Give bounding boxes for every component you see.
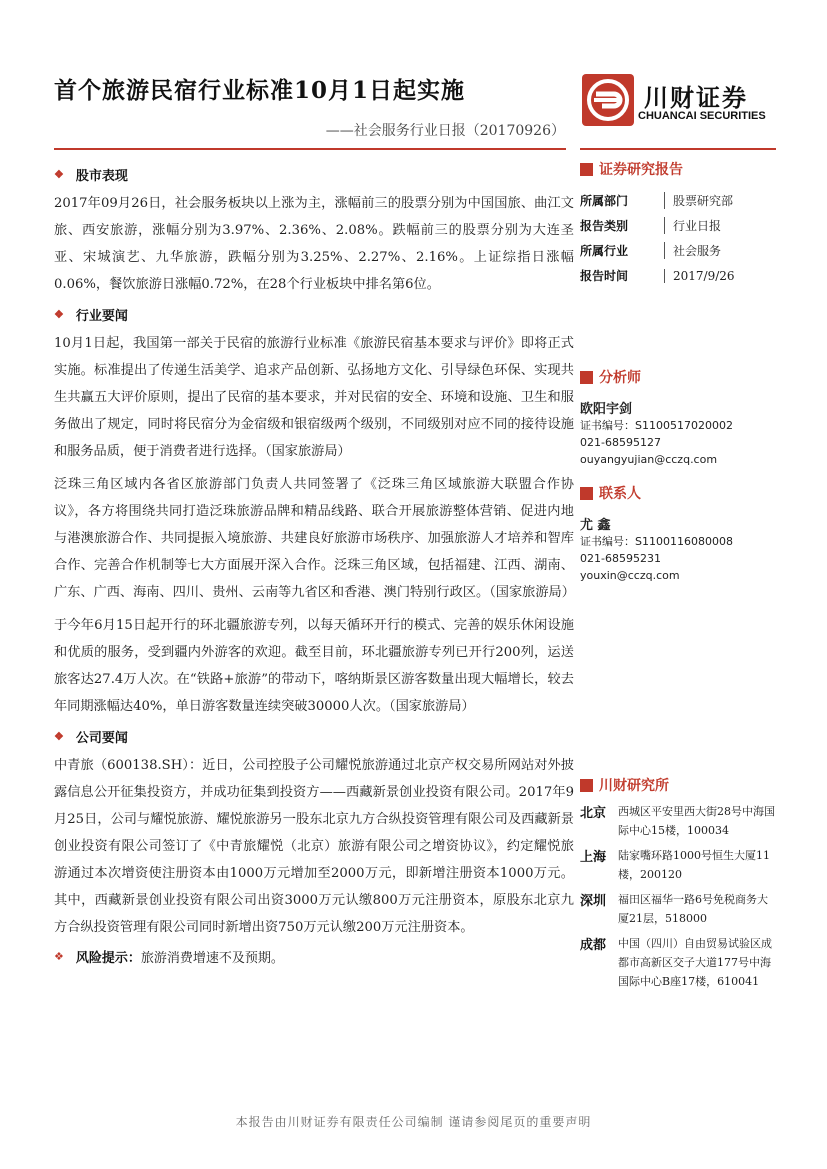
office-city: 成都 bbox=[580, 938, 607, 953]
meta-key: 所属部门 bbox=[580, 194, 629, 208]
analyst-heading-text: 分析师 bbox=[599, 370, 641, 386]
industry-section-heading bbox=[54, 304, 574, 324]
office-city: 上海 bbox=[580, 850, 607, 865]
contact-email[interactable]: youxin@cczq.com bbox=[580, 569, 680, 582]
meta-key: 报告时间 bbox=[580, 269, 629, 283]
main-column bbox=[54, 158, 574, 966]
office-address: 中国（四川）自由贸易试验区成都市高新区交子大道177号中海国际中心B座17楼，610041 bbox=[618, 937, 772, 988]
report-info-heading-text: 证券研究报告 bbox=[599, 162, 683, 178]
section-square-icon bbox=[580, 487, 593, 500]
section-square-icon bbox=[580, 163, 593, 176]
meta-value: 行业日报 bbox=[664, 217, 721, 234]
office-shenzhen bbox=[580, 890, 780, 928]
contact-name: 尤 鑫 bbox=[580, 518, 611, 533]
company-heading-text: 公司要闻 bbox=[75, 730, 128, 746]
office-address: 陆家嘴环路1000号恒生大厦11楼，200120 bbox=[618, 849, 770, 881]
sidebar-rule bbox=[580, 148, 776, 150]
office-address: 福田区福华一路6号免税商务大厦21层，518000 bbox=[618, 893, 768, 925]
contact-phone: 021-68595231 bbox=[580, 552, 661, 565]
header-rule bbox=[54, 148, 566, 150]
meta-row-department bbox=[580, 188, 780, 213]
report-info-heading bbox=[580, 158, 780, 180]
office-city: 深圳 bbox=[580, 894, 607, 909]
analyst-phone: 021-68595127 bbox=[580, 436, 661, 449]
meta-key: 所属行业 bbox=[580, 244, 629, 258]
sidebar bbox=[580, 158, 780, 991]
section-square-icon bbox=[580, 371, 593, 384]
industry-heading-text: 行业要闻 bbox=[75, 308, 128, 324]
diamond-bullet-icon: ❖ bbox=[54, 167, 64, 181]
market-section-heading bbox=[54, 164, 574, 184]
industry-paragraph-1: 10月1日起，我国第一部关于民宿的旅游行业标准《旅游民宿基本要求与评价》即将正式实施。标准提出了传递生活美学、追求产品创新、弘扬地方文化、引导绿色环保、实现共生共赢五大评价原则，提出了民宿的基本要求，并对民宿的安全、环境和设施、卫生和服务做出了规定，同时将民宿分为金宿级和银宿级两个级别，不同级别对应不同的接待设施和服务品质，便于消费者进行选择。（国家旅游局） bbox=[54, 336, 574, 459]
contact-cert: 证书编号：S1100116080008 bbox=[580, 535, 733, 548]
meta-row-date bbox=[580, 263, 780, 288]
market-paragraph: 2017年09月26日，社会服务板块以上涨为主，涨幅前三的股票分别为中国国旅、曲江文旅、西安旅游，涨幅分别为3.97%、2.36%、2.08%。跌幅前三的股票分别为大连圣亚、宋城演艺、九华旅游，跌幅分别为3.25%、2.27%、2.16%。上证综指日涨幅0.06%，餐饮旅游日涨幅0.72%，在28个行业板块中排名第6位。 bbox=[54, 196, 574, 292]
industry-paragraph-3: 于今年6月15日起开行的环北疆旅游专列，以每天循环开行的模式、完善的娱乐休闲设施和优质的服务，受到疆内外游客的欢迎。截至目前，环北疆旅游专列已开行200列，运送旅客达27.4万人次。在“铁路+旅游”的带动下，喀纳斯景区游客数量出现大幅增长，较去年同期涨幅达40%，单日游客数量连续突破30000人次。（国家旅游局） bbox=[54, 618, 574, 714]
risk-label: 风险提示： bbox=[75, 951, 141, 966]
diamond-bullet-icon: ❖ bbox=[54, 950, 64, 963]
analyst-name: 欧阳宇剑 bbox=[580, 402, 633, 417]
contact-heading-text: 联系人 bbox=[599, 486, 641, 502]
meta-row-industry bbox=[580, 238, 780, 263]
contact-heading bbox=[580, 482, 780, 504]
meta-key: 报告类别 bbox=[580, 219, 629, 233]
logo-chinese-name: 川财证券 bbox=[644, 84, 748, 112]
analyst-cert: 证书编号：S1100517020002 bbox=[580, 419, 733, 432]
meta-row-category bbox=[580, 213, 780, 238]
office-beijing bbox=[580, 802, 780, 840]
company-logo bbox=[580, 72, 780, 128]
office-shanghai bbox=[580, 846, 780, 884]
institute-heading-text: 川财研究所 bbox=[599, 778, 669, 794]
diamond-bullet-icon: ❖ bbox=[54, 729, 64, 743]
office-city: 北京 bbox=[580, 806, 607, 821]
report-title: 首个旅游民宿行业标准10月1日起实施 bbox=[54, 77, 466, 104]
market-heading-text: 股市表现 bbox=[75, 168, 128, 184]
company-section-heading bbox=[54, 726, 574, 746]
report-subtitle: ——社会服务行业日报（20170926） bbox=[325, 123, 565, 139]
logo-english-name: CHUANCAI SECURITIES bbox=[638, 110, 766, 122]
analyst-email[interactable]: ouyangyujian@cczq.com bbox=[580, 453, 718, 466]
footer-disclaimer: 本报告由川财证券有限责任公司编制 谨请参阅尾页的重要声明 bbox=[235, 1115, 592, 1129]
meta-value: 社会服务 bbox=[664, 242, 721, 259]
analyst-heading bbox=[580, 366, 780, 388]
section-square-icon bbox=[580, 779, 593, 792]
office-address: 西城区平安里西大街28号中海国际中心15楼，100034 bbox=[618, 805, 775, 837]
logo-mark-icon bbox=[580, 72, 636, 128]
office-chengdu bbox=[580, 934, 780, 991]
industry-paragraph-2: 泛珠三角区域内各省区旅游部门负责人共同签署了《泛珠三角区域旅游大联盟合作协议》，各方将围绕共同打造泛珠旅游品牌和精品线路、联合开展旅游整体营销、促进内地与港澳旅游合作、共同提振入境旅游、共建良好旅游市场秩序、加强旅游人才培养和智库合作、完善合作机制等七大方面展开深入合作。泛珠三角区域，包括福建、江西、湖南、广东、广西、海南、四川、贵州、云南等九省区和香港、澳门特别行政区。（国家旅游局） bbox=[54, 477, 575, 600]
diamond-bullet-icon: ❖ bbox=[54, 307, 64, 321]
institute-heading bbox=[580, 774, 780, 796]
risk-note bbox=[54, 947, 574, 966]
company-paragraph: 中青旅（600138.SH）：近日，公司控股子公司耀悦旅游通过北京产权交易所网站对外披露信息公开征集投资方，并成功征集到投资方——西藏新景创业投资有限公司。2017年9月25日，公司与耀悦旅游、耀悦旅游另一股东北京九方合纵投资管理有限公司及西藏新景创业投资有限公司签订了《中青旅耀悦（北京）旅游有限公司之增资协议》，约定耀悦旅游通过本次增资使注册资本由1000万元增加至2000万元，即新增注册资本1000万元。其中，西藏新景创业投资有限公司出资3000万元认缴800万元注册资本，原股东北京九方合纵投资管理有限公司同时新增出资750万元认缴200万元注册资本。 bbox=[54, 758, 574, 935]
risk-text: 旅游消费增速不及预期。 bbox=[140, 951, 284, 966]
meta-value: 2017/9/26 bbox=[664, 269, 735, 283]
meta-value: 股票研究部 bbox=[664, 192, 733, 209]
